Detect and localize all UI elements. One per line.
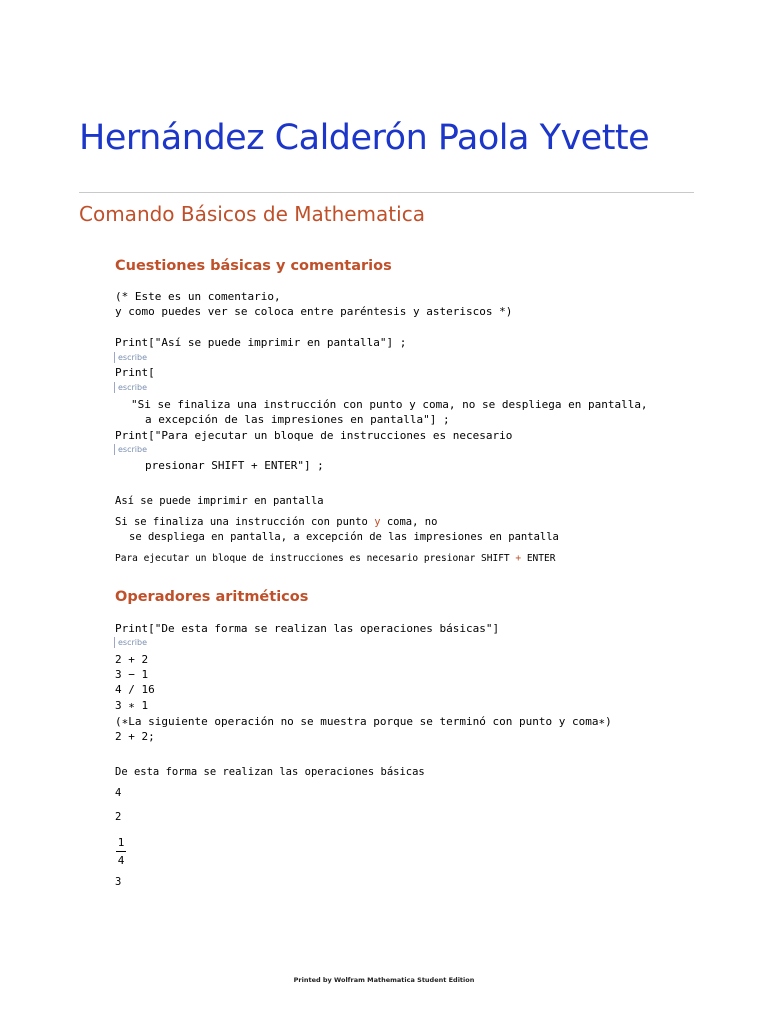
output-result: 3 xyxy=(115,876,122,888)
output-print-2-line-1 xyxy=(115,515,437,529)
output-fraction xyxy=(116,836,126,867)
input-line[interactable]: 4 / 16 xyxy=(115,683,155,696)
fraction-bar xyxy=(116,851,126,852)
input-print-4[interactable]: Print["De esta forma se realizan las operaciones básicas"] xyxy=(115,622,500,635)
output-text: Para ejecutar un bloque de instrucciones es necesario presionar SHIFT xyxy=(115,553,516,564)
fraction-numerator: 1 xyxy=(117,836,125,849)
input-print-2-arg-1[interactable]: "Si se finaliza una instrucción con punto y coma, no se despliega en pantalla, xyxy=(131,398,648,411)
input-print-3-arg[interactable]: presionar SHIFT + ENTER"] ; xyxy=(145,459,324,472)
section-heading: Comando Básicos de Mathematica xyxy=(79,202,425,226)
output-text: coma, no xyxy=(380,516,438,528)
output-text: ENTER xyxy=(521,553,556,564)
output-text: Si se finaliza una instrucción con punto xyxy=(115,516,375,528)
comment-line-2[interactable]: y como puedes ver se coloca entre paréntesis y asteriscos *) xyxy=(115,305,513,318)
subsection-heading-arithmetic: Operadores aritméticos xyxy=(115,589,309,605)
input-line[interactable]: 3 ∗ 1 xyxy=(115,699,149,712)
comment-line-1[interactable]: (* Este es un comentario, xyxy=(115,290,281,303)
input-tag-label: escribe xyxy=(114,352,147,363)
output-result: 2 xyxy=(115,811,122,823)
output-print-1: Así se puede imprimir en pantalla xyxy=(115,495,324,507)
input-tag-label: escribe xyxy=(114,382,147,393)
input-line[interactable]: 2 + 2; xyxy=(115,730,155,743)
title-divider xyxy=(79,192,694,193)
output-result: 4 xyxy=(115,787,122,799)
output-highlight: y xyxy=(374,516,381,528)
print-footer: Printed by Wolfram Mathematica Student Edition xyxy=(293,976,475,984)
input-line[interactable]: (∗La siguiente operación no se muestra porque se terminó con punto y coma∗) xyxy=(115,715,612,728)
output-print-4: De esta forma se realizan las operaciones básicas xyxy=(115,766,425,778)
input-print-2-arg-2[interactable]: a excepción de las impresiones en pantalla"] ; xyxy=(145,413,450,426)
input-print-3-head[interactable]: Print["Para ejecutar un bloque de instrucciones es necesario xyxy=(115,429,513,442)
input-line[interactable]: 3 − 1 xyxy=(115,668,149,681)
fraction-denominator: 4 xyxy=(117,854,125,867)
subsection-heading-basics: Cuestiones básicas y comentarios xyxy=(115,258,392,274)
notebook-title: Hernández Calderón Paola Yvette xyxy=(79,118,650,158)
input-tag-label: escribe xyxy=(114,637,147,648)
output-print-2-line-2: se despliega en pantalla, a excepción de las impresiones en pantalla xyxy=(129,531,559,543)
input-line[interactable]: 2 + 2 xyxy=(115,653,149,666)
output-highlight: + xyxy=(515,553,522,564)
input-tag-label: escribe xyxy=(114,444,147,455)
input-print-2-head[interactable]: Print[ xyxy=(115,366,155,379)
input-print-1[interactable]: Print["Así se puede imprimir en pantalla"] ; xyxy=(115,336,407,349)
output-print-3 xyxy=(115,552,555,566)
